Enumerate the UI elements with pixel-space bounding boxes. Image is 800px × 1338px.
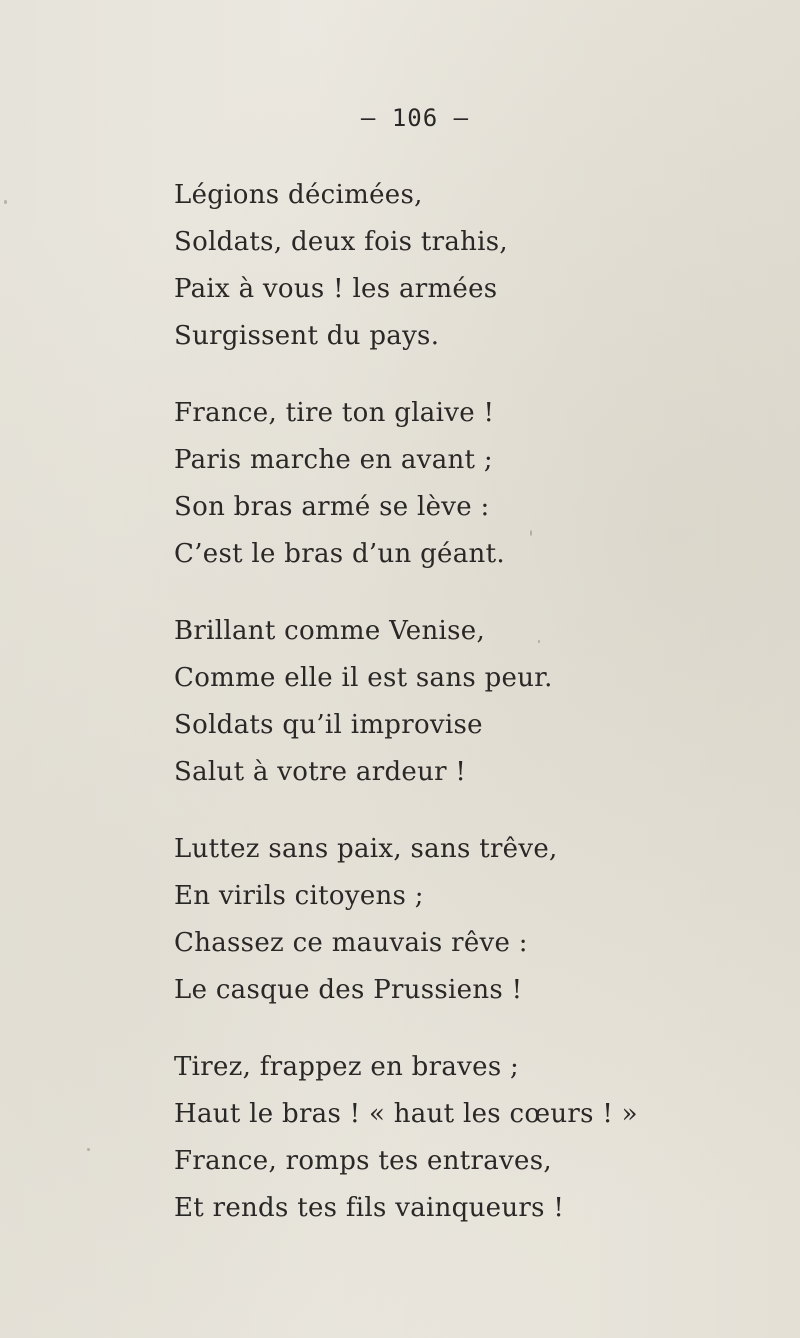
poem-line: Tirez, frappez en braves ; (174, 1052, 520, 1082)
paper-speck (87, 1148, 90, 1151)
stanza-2 (174, 390, 774, 578)
stanza-4 (174, 826, 774, 1014)
poem-line: Soldats qu’il improvise (174, 710, 483, 740)
stanza-3 (174, 608, 774, 796)
poem-line: Brillant comme Venise, (174, 616, 486, 646)
poem (174, 172, 774, 1262)
poem-line: Surgissent du pays. (174, 321, 440, 351)
stanza-1 (174, 172, 774, 360)
poem-line: Légions décimées, (174, 180, 423, 210)
poem-line: En virils citoyens ; (174, 881, 424, 911)
poem-line: Paix à vous ! les armées (174, 274, 498, 304)
paper-speck (530, 530, 532, 536)
stanza-5 (174, 1044, 774, 1232)
paper-speck (4, 200, 7, 204)
poem-line: C’est le bras d’un géant. (174, 539, 505, 569)
poem-line: Comme elle il est sans peur. (174, 663, 553, 693)
poem-line: France, romps tes entraves, (174, 1146, 552, 1176)
poem-line: France, tire ton glaive ! (174, 398, 495, 428)
poem-line: Haut le bras ! « haut les cœurs ! » (174, 1099, 638, 1129)
poem-line: Et rends tes fils vainqueurs ! (174, 1193, 565, 1223)
poem-line: Soldats, deux fois trahis, (174, 227, 508, 257)
poem-line: Luttez sans paix, sans trêve, (174, 834, 558, 864)
poem-line: Chassez ce mauvais rêve : (174, 928, 528, 958)
poem-line: Le casque des Prussiens ! (174, 975, 523, 1005)
page-number: — 106 — (360, 104, 470, 132)
poem-line: Salut à votre ardeur ! (174, 757, 467, 787)
paper-speck (538, 640, 540, 643)
poem-line: Son bras armé se lève : (174, 492, 490, 522)
poem-line: Paris marche en avant ; (174, 445, 493, 475)
